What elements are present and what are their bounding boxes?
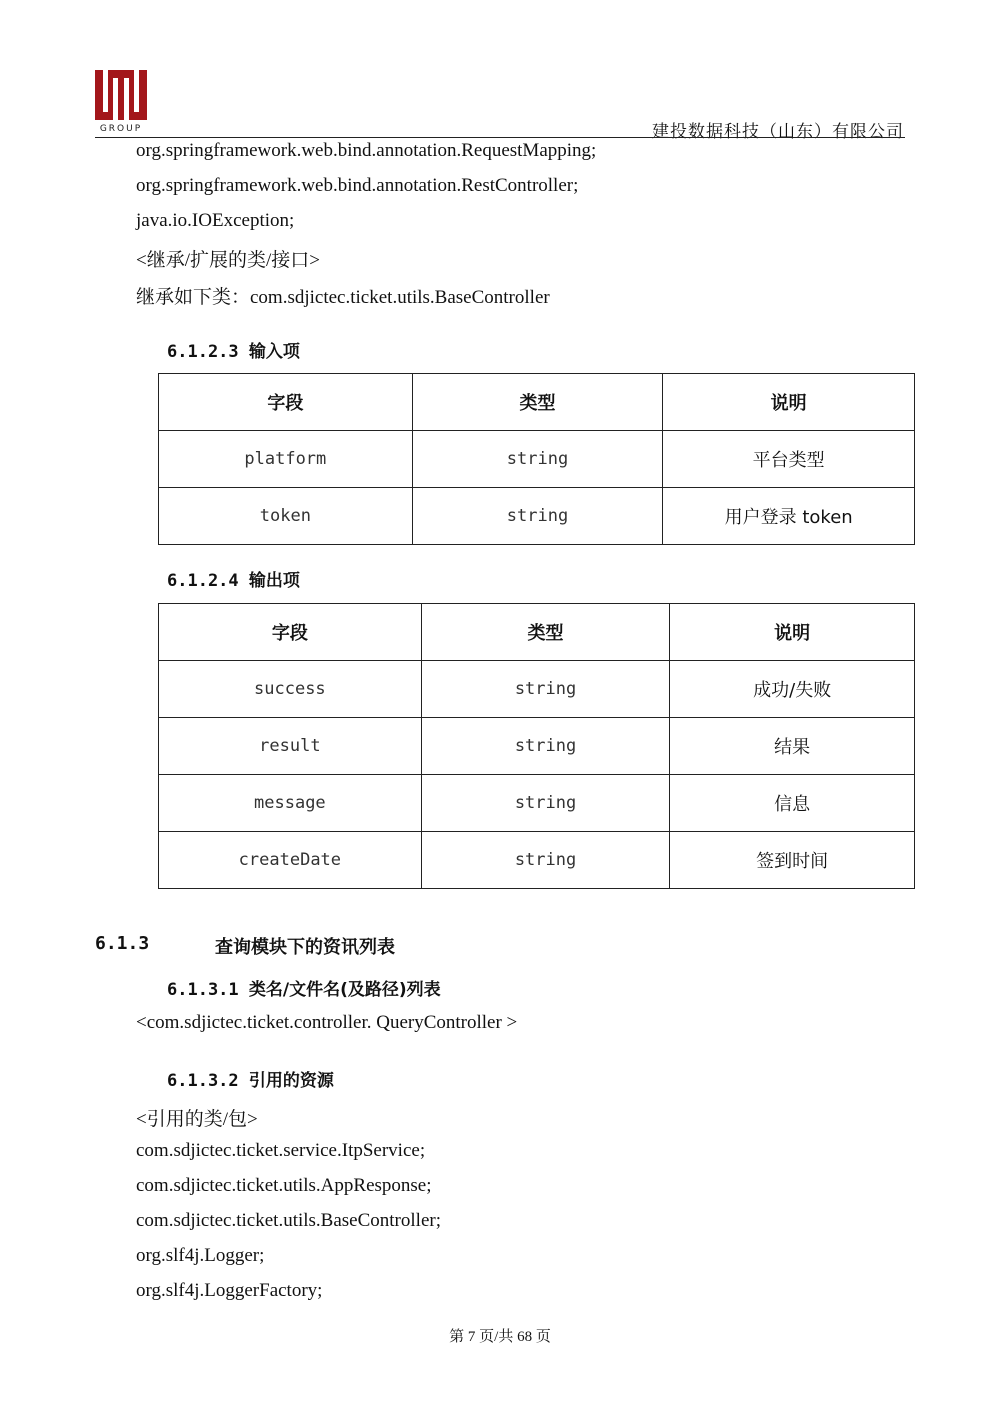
- desc-cell: 签到时间: [670, 832, 915, 889]
- import-line: org.springframework.web.bind.annotation.RestController;: [136, 175, 579, 196]
- header-cell: 说明: [663, 374, 915, 431]
- section-title: 输入项: [248, 342, 300, 362]
- section-number: 6.1.2.3: [167, 342, 239, 362]
- section-number: 6.1.3.1: [167, 980, 239, 1000]
- header-cell: 字段: [159, 604, 422, 661]
- section-title: 查询模块下的资讯列表: [215, 937, 395, 958]
- type-cell: string: [412, 488, 663, 545]
- import-line: com.sdjictec.ticket.service.ItpService;: [136, 1140, 426, 1161]
- field-cell: token: [159, 488, 413, 545]
- table-header-row: [159, 604, 915, 661]
- import-line: com.sdjictec.ticket.utils.AppResponse;: [136, 1175, 432, 1196]
- table-row: [159, 775, 915, 832]
- desc-cell: 平台类型: [663, 431, 915, 488]
- output-table: [158, 603, 915, 889]
- class-path-line: <com.sdjictec.ticket.controller. QueryController >: [136, 1012, 518, 1033]
- section-number: 6.1.2.4: [167, 571, 239, 591]
- table-row: [159, 661, 915, 718]
- header-cell: 说明: [670, 604, 915, 661]
- section-title: 输出项: [248, 571, 300, 591]
- field-cell: createDate: [159, 832, 422, 889]
- company-name: 建投数据科技（山东）有限公司: [652, 122, 904, 142]
- extends-label: <继承/扩展的类/接口>: [136, 250, 320, 271]
- section-number: 6.1.3.2: [167, 1071, 239, 1091]
- section-heading-6123: [167, 337, 300, 362]
- header-cell: 类型: [421, 604, 670, 661]
- table-row: [159, 718, 915, 775]
- desc-cell: 信息: [670, 775, 915, 832]
- desc-cell: 用户登录 token: [663, 488, 915, 545]
- section-heading-6132: [167, 1066, 334, 1091]
- section-title: 类名/文件名(及路径)列表: [248, 980, 441, 1000]
- table-row: [159, 488, 915, 545]
- input-table: [158, 373, 915, 545]
- type-cell: string: [412, 431, 663, 488]
- section-heading-6131: [167, 975, 441, 1000]
- table-row: [159, 832, 915, 889]
- page-number: 第 7 页/共 68 页: [449, 1329, 551, 1345]
- table-header-row: [159, 374, 915, 431]
- field-cell: success: [159, 661, 422, 718]
- extends-line: 继承如下类：com.sdjictec.ticket.utils.BaseController: [136, 287, 550, 308]
- import-line: org.slf4j.Logger;: [136, 1245, 265, 1266]
- imports-label: <引用的类/包>: [136, 1109, 258, 1130]
- import-line: org.slf4j.LoggerFactory;: [136, 1280, 323, 1301]
- field-cell: message: [159, 775, 422, 832]
- import-line: com.sdjictec.ticket.utils.BaseController;: [136, 1210, 441, 1231]
- company-logo: [95, 70, 147, 132]
- section-heading-6124: [167, 566, 300, 591]
- section-title: 引用的资源: [248, 1071, 334, 1091]
- section-number: 6.1.3: [95, 933, 150, 954]
- import-line: org.springframework.web.bind.annotation.RequestMapping;: [136, 140, 597, 161]
- type-cell: string: [421, 832, 670, 889]
- desc-cell: 结果: [670, 718, 915, 775]
- header-divider: [95, 137, 905, 138]
- type-cell: string: [421, 718, 670, 775]
- svg-text:GROUP: GROUP: [99, 124, 143, 132]
- header-cell: 字段: [159, 374, 413, 431]
- field-cell: platform: [159, 431, 413, 488]
- field-cell: result: [159, 718, 422, 775]
- type-cell: string: [421, 775, 670, 832]
- import-line: java.io.IOException;: [136, 210, 295, 231]
- header-cell: 类型: [412, 374, 663, 431]
- desc-cell: 成功/失败: [670, 661, 915, 718]
- type-cell: string: [421, 661, 670, 718]
- table-row: [159, 431, 915, 488]
- section-heading-613: [95, 933, 395, 958]
